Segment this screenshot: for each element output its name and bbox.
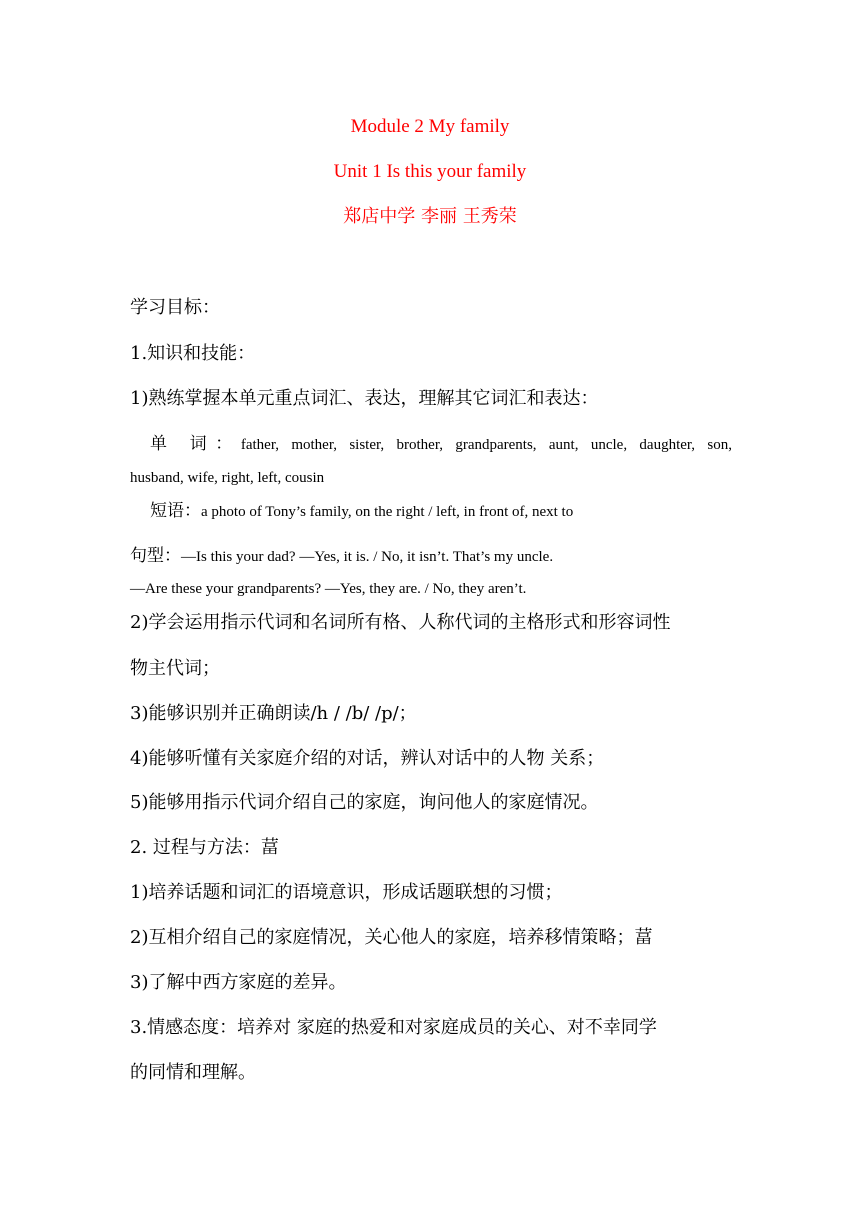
phrases-label: 短语： <box>150 501 201 521</box>
words-line-2: husband, wife, right, left, cousin <box>130 470 325 486</box>
unit-title: Unit 1 Is this your family <box>333 161 527 182</box>
section3-line-2: 的同情和理解。 <box>130 1062 256 1083</box>
sentences-text-1: —Is this your dad? —Yes, it is. / No, it isn’t. That’s my uncle. <box>181 549 554 565</box>
objectives-heading: 学习目标： <box>130 297 220 318</box>
words-list-1: father, mother, sister, brother, grandparents, aunt, uncle, daughter, son, <box>240 437 732 453</box>
s2-item1-text: 1)培养话题和词汇的语境意识，形成话题联想的习惯； <box>130 882 563 903</box>
item2-line-2: 物主代词； <box>130 658 220 679</box>
item2-line-1: 2)学会运用指示代词和名词所有格、人称代词的主格形式和形容词性 <box>130 612 671 633</box>
section1-heading: 1.知识和技能： <box>130 343 256 364</box>
item5-text: 5)能够用指示代词介绍自己的家庭，询问他人的家庭情况。 <box>130 792 599 813</box>
phrases-line <box>130 500 732 523</box>
authors-line: 郑店中学 李丽 王秀荣 <box>343 206 517 227</box>
section3-line-1: 3.情感态度：培养对 家庭的热爱和对家庭成员的关心、对不幸同学 <box>130 1017 657 1038</box>
item4-text: 4)能够听懂有关家庭介绍的对话，辨认对话中的人物 关系； <box>130 748 605 769</box>
sentences-line-2: —Are these your grandparents? —Yes, they are. / No, they aren’t. <box>130 581 527 597</box>
words-label: 单 词： <box>150 434 241 454</box>
sentences-line-1 <box>130 545 732 568</box>
phrases-text: a photo of Tony’s family, on the right / left, in front of, next to <box>201 504 574 520</box>
s2-item2-text: 2)互相介绍自己的家庭情况，关心他人的家庭，培养移情策略；葍 <box>130 927 653 948</box>
s2-item3-text: 3)了解中西方家庭的差异。 <box>130 972 347 993</box>
module-title: Module 2 My family <box>350 116 510 137</box>
item3-text: 3)能够识别并正确朗读/h / /b/ /p/； <box>130 703 417 724</box>
section2-heading: 2. 过程与方法：葍 <box>130 837 279 858</box>
words-line-1 <box>130 433 732 456</box>
item1-text: 1)熟练掌握本单元重点词汇、表达，理解其它词汇和表达： <box>130 388 599 409</box>
sentences-label: 句型： <box>130 546 181 566</box>
